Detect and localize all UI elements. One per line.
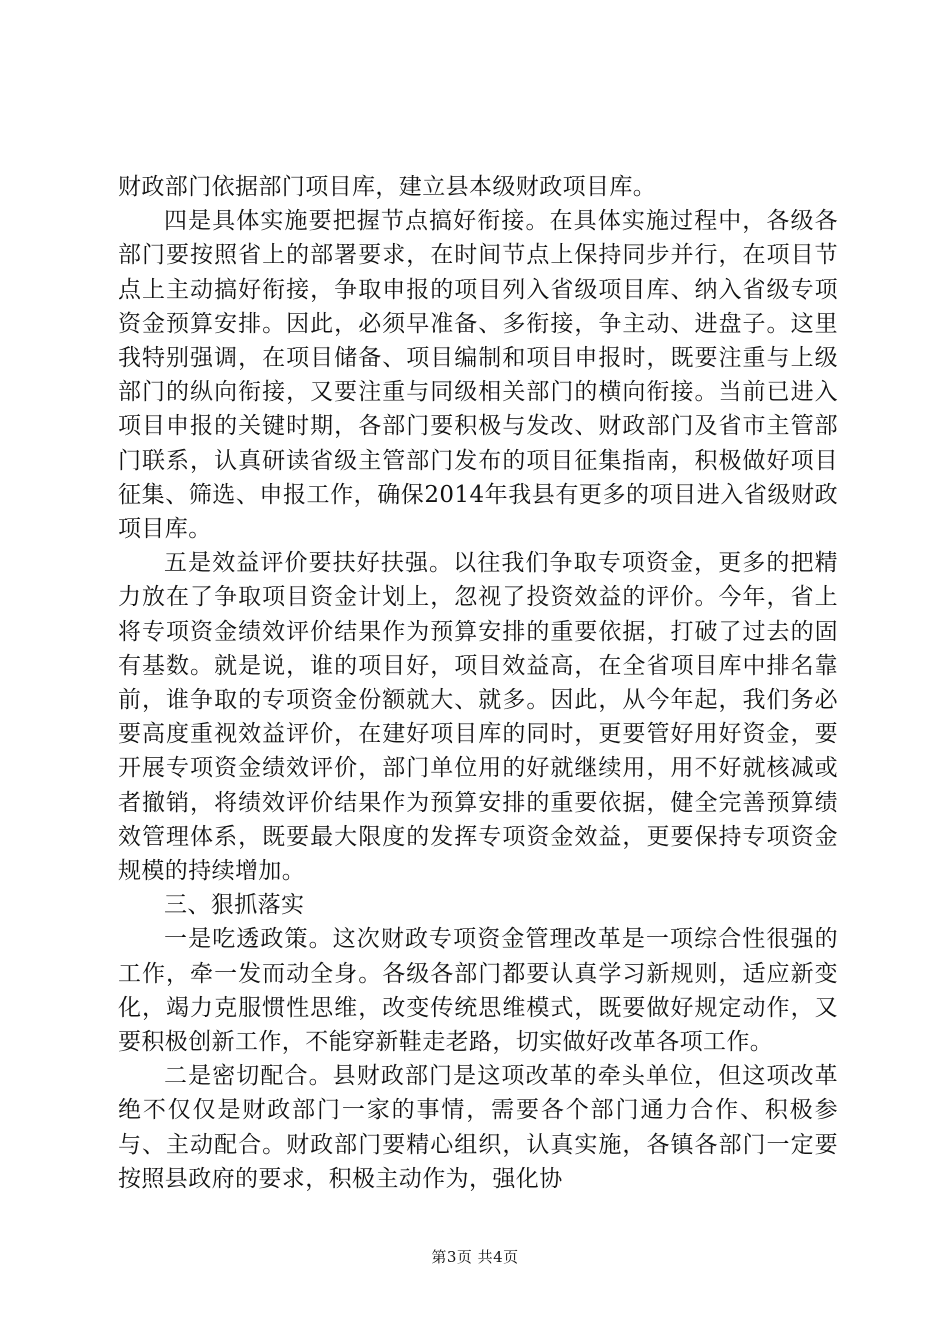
paragraph-point-four: 四是具体实施要把握节点搞好衔接。在具体实施过程中，各级各部门要按照省上的部署要求，在时间节点上保持同步并行，在项目节点上主动搞好衔接，争取申报的项目列入省级项目库、纳入省级专项资金预算安排。因此，必须早准备、多衔接，争主动、进盘子。这里我特别强调，在项目储备、项目编制和项目申报时，既要注重与上级部门的纵向衔接，又要注重与同级相关部门的横向衔接。当前已进入项目申报的关键时期，各部门要积极与发改、财政部门及省市主管部门联系，认真研读省级主管部门发布的项目征集指南，积极做好项目征集、筛选、申报工作，确保2014年我县有更多的项目进入省级财政项目库。: [118, 208, 838, 543]
paragraph-point-one: 一是吃透政策。这次财政专项资金管理改革是一项综合性很强的工作，牵一发而动全身。各级各部门都要认真学习新规则，适应新变化，竭力克服惯性思维，改变传统思维模式，既要做好规定动作，又要积极创新工作，不能穿新鞋走老路，切实做好改革各项工作。: [118, 926, 838, 1056]
document-body: [118, 170, 838, 1196]
section-heading-three: 三、狠抓落实: [164, 892, 305, 919]
page-number-footer: 第3页 共4页: [431, 1248, 519, 1266]
paragraph-point-two: 二是密切配合。县财政部门是这项改革的牵头单位，但这项改革绝不仅仅是财政部门一家的事情，需要各个部门通力合作、积极参与、主动配合。财政部门要精心组织，认真实施，各镇各部门一定要按照县政府的要求，积极主动作为，强化协: [118, 1063, 838, 1192]
paragraph-point-five: 五是效益评价要扶好扶强。以往我们争取专项资金，更多的把精力放在了争取项目资金计划上，忽视了投资效益的评价。今年，省上将专项资金绩效评价结果作为预算安排的重要依据，打破了过去的固有基数。就是说，谁的项目好，项目效益高，在全省项目库中排名靠前，谁争取的专项资金份额就大、就多。因此，从今年起，我们务必要高度重视效益评价，在建好项目库的同时，更要管好用好资金，要开展专项资金绩效评价，部门单位用的好就继续用，用不好就核减或者撤销，将绩效评价结果作为预算安排的重要依据，健全完善预算绩效管理体系，既要最大限度的发挥专项资金效益，更要保持专项资金规模的持续增加。: [118, 550, 838, 885]
paragraph-continuation: 财政部门依据部门项目库，建立县本级财政项目库。: [118, 174, 657, 200]
